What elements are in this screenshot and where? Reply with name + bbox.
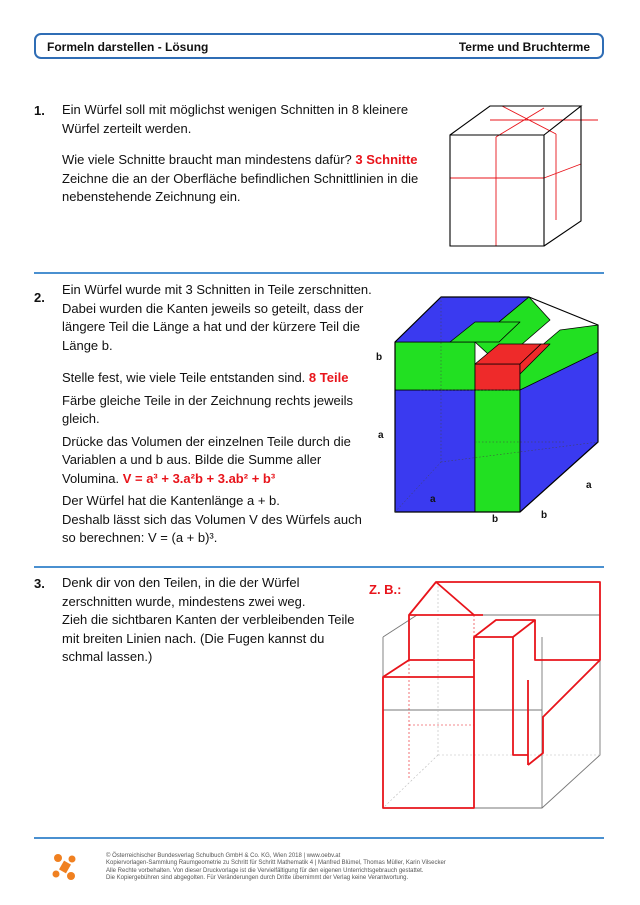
task1-number: 1. (34, 103, 45, 118)
task2-l2: Dabei wurden die Kanten jeweils so geteilt, dass der (62, 300, 364, 316)
task2-c2: gleich. (62, 411, 100, 426)
task3-number: 3. (34, 576, 45, 591)
task2-c1: Färbe gleiche Teile in der Zeichnung rechts jeweils (62, 392, 353, 408)
task3-l1: Denk dir von den Teilen, in die der Würfel (62, 575, 300, 590)
footer-line3: Alle Rechte vorbehalten. Von dieser Druckvorlage ist die Vervielfältigung für den eigenen Unterrichtsgebrauch gestattet. (106, 867, 424, 874)
label-a-right: a (586, 480, 592, 491)
cube-diagram-2 (390, 292, 605, 522)
task2-e3: so berechnen: V = (a + b)³. (62, 530, 218, 545)
task3-text (62, 574, 372, 667)
task1-line2: Würfel zerteilt werden. (62, 120, 192, 136)
task1-text (62, 101, 432, 207)
task2-q1-line (62, 369, 372, 388)
publisher-logo (50, 852, 80, 882)
task2-a2: V = a³ + 3.a²b + 3.ab² + b³ (122, 470, 276, 486)
task2-e2: Deshalb lässt sich das Volumen V des Würfels auch (62, 511, 362, 527)
task3-l5: schmal lassen.) (62, 649, 153, 664)
header-box (34, 33, 604, 59)
task1-line1: Ein Würfel soll mit möglichst wenigen Schnitten in 8 kleinere (62, 102, 409, 117)
header-title: Formeln darstellen - Lösung (47, 40, 209, 54)
task3-l4: mit breiten Linien nach. (Die Fugen kannst du (62, 630, 325, 646)
footer-text (106, 853, 446, 883)
header-topic: Terme und Bruchterme (458, 40, 590, 54)
task2-d2: Variablen a und b aus. Bilde die Summe aller (62, 452, 322, 467)
task2-q1: Stelle fest, wie viele Teile entstanden sind. (62, 370, 306, 385)
separator (34, 272, 604, 274)
footer-line2: Kopiervorlagen-Sammlung Raumgeometrie zu Schritt für Schritt Mathematik 4 | Manfred Blümel, Thomas Müller, Karin Vilsecker (106, 860, 446, 867)
task2-text (62, 281, 372, 548)
cube-diagram-1 (440, 90, 610, 260)
label-b-bottom1: b (492, 514, 499, 525)
task1-answer: 3 Schnitte (355, 152, 418, 167)
task2-e1: Der Würfel hat die Kantenlänge a + b. (62, 493, 280, 508)
task2-l3: längere Teil die Länge a hat und der kürzere Teil die (62, 319, 361, 334)
task2-a1: 8 Teile (308, 370, 349, 385)
task2-number: 2. (34, 290, 45, 305)
task2-d1: Drücke das Volumen der einzelnen Teile durch die (62, 433, 351, 449)
cube-diagram-3 (378, 575, 608, 815)
task1-question: Wie viele Schnitte braucht man mindestens dafür? (62, 152, 352, 167)
task1-line5: nebenstehende Zeichnung ein. (62, 189, 241, 204)
task1-line4: Zeichne die an der Oberfläche befindlichen Schnittlinien in die (62, 170, 419, 186)
label-b-top: b (376, 352, 383, 363)
task2-l1: Ein Würfel wurde mit 3 Schnitten in Teile zerschnitten. (62, 282, 372, 297)
task2-l4: Länge b. (62, 337, 113, 353)
label-a-bottom: a (430, 494, 436, 505)
example-label: Z. B.: (369, 582, 402, 597)
label-a-left: a (378, 430, 384, 441)
task3-l3: Zieh die sichtbaren Kanten der verbleibenden Teile (62, 612, 355, 627)
footer-line1: © Österreichischer Bundesverlag Schulbuch GmbH & Co. KG, Wien 2018 | www.oebv.at (106, 853, 341, 859)
separator (34, 566, 604, 568)
separator (34, 837, 604, 839)
label-b-bottom2: b (541, 510, 548, 521)
task1-question-line (62, 151, 432, 170)
task2-d3-line (62, 470, 372, 489)
footer-line4: Die Kopiergebühren sind abgegolten. Für Veränderungen durch Dritte übernimmt der Verlag keine Verantwortung. (106, 875, 409, 882)
task2-d3: Volumina. (62, 470, 120, 486)
task3-l2: zerschnitten wurde, mindestens zwei weg. (62, 593, 306, 609)
